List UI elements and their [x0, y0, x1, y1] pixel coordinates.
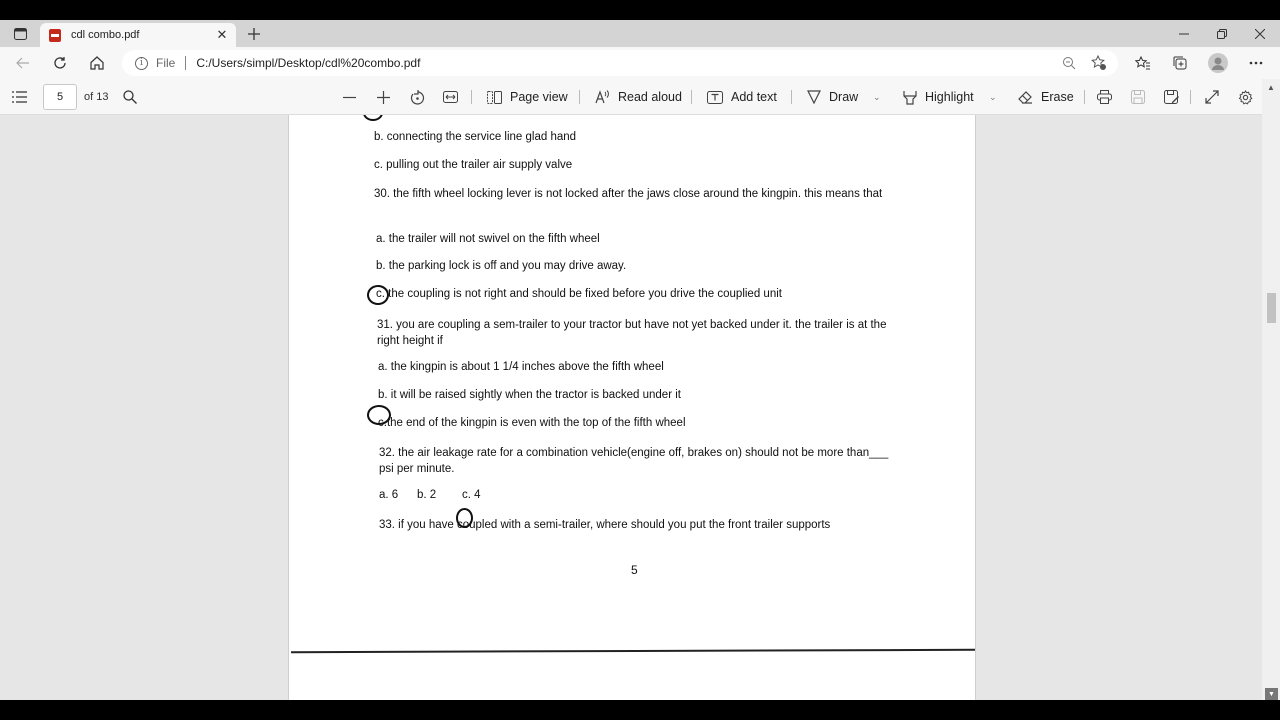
save-button[interactable]: [1131, 85, 1145, 109]
question-text: 32. the air leakage rate for a combination vehicle(engine off, brakes on) should not be more than___ psi per minute.: [379, 447, 889, 475]
read-aloud-label: Read aloud: [618, 90, 682, 104]
answer-option-selected: c. 4: [462, 489, 481, 501]
favorites-button[interactable]: [1130, 51, 1156, 75]
zoom-button[interactable]: [1058, 52, 1080, 74]
answer-option: b. 2: [417, 489, 437, 501]
new-tab-button[interactable]: [244, 24, 264, 44]
add-text-button[interactable]: [707, 85, 777, 109]
chevron-down-icon: ⌄: [873, 91, 881, 102]
info-icon[interactable]: i: [135, 57, 148, 70]
answer-option: b. the parking lock is off and you may drive away.: [376, 260, 627, 272]
browser-window: [0, 20, 1280, 700]
print-button[interactable]: [1097, 85, 1112, 109]
screen-bottom-letterbox: [0, 700, 1280, 720]
erase-label: Erase: [1041, 90, 1074, 104]
toolbar-separator: [1084, 90, 1085, 104]
star-add-icon: [1091, 55, 1107, 71]
add-text-label: Add text: [731, 90, 777, 104]
contents-button[interactable]: [12, 85, 27, 109]
page-view-button[interactable]: [487, 85, 568, 109]
add-text-icon: [707, 91, 723, 104]
home-button[interactable]: [84, 51, 110, 75]
page-view-label: Page view: [510, 90, 568, 104]
restore-button[interactable]: [1203, 20, 1241, 47]
highlight-label: Highlight: [925, 90, 974, 104]
toolbar-separator: [579, 90, 580, 104]
erase-button[interactable]: [1018, 85, 1074, 109]
plus-icon: [248, 28, 260, 40]
answer-option: a. the trailer will not swivel on the fifth wheel: [376, 233, 600, 245]
eraser-icon: [1018, 90, 1033, 104]
address-separator: [185, 56, 186, 70]
tab-strip: [0, 20, 1280, 47]
scheme-label: File: [156, 56, 176, 70]
plus-icon: [377, 91, 390, 104]
scroll-up-arrow-icon[interactable]: ▲: [1267, 82, 1275, 92]
close-tab-icon[interactable]: ✕: [216, 27, 228, 42]
navigation-bar: [0, 47, 1280, 79]
address-bar[interactable]: [122, 50, 1118, 76]
highlight-options-dropdown[interactable]: [989, 85, 997, 109]
collections-icon: [1172, 55, 1188, 71]
toolbar-separator: [1190, 90, 1191, 104]
add-favorite-button[interactable]: [1088, 52, 1110, 74]
answer-option: a. the kingpin is about 1 1/4 inches above the fifth wheel: [378, 361, 664, 373]
draw-options-dropdown[interactable]: [873, 85, 881, 109]
answer-option: a. 6: [379, 489, 399, 501]
answer-option-selected: c. the coupling is not right and should be fixed before you drive the couplied unit: [376, 288, 782, 300]
save-as-button[interactable]: [1164, 85, 1179, 109]
highlight-button[interactable]: [903, 85, 974, 109]
save-icon: [1131, 90, 1145, 104]
pdf-page: [288, 115, 976, 700]
settings-more-button[interactable]: [1243, 51, 1269, 75]
toolbar-separator: [471, 90, 472, 104]
pdf-settings-button[interactable]: [1238, 85, 1253, 109]
back-arrow-icon: [16, 57, 30, 69]
page-number-footer: 5: [631, 563, 638, 577]
refresh-icon: [53, 56, 67, 70]
handwritten-circle: [363, 115, 383, 121]
pdf-viewer[interactable]: [0, 115, 1262, 700]
answer-option-selected: b. it will be raised sightly when the tractor is backed under it: [378, 389, 681, 401]
home-icon: [90, 56, 104, 70]
pdf-toolbar: [0, 79, 1262, 115]
toolbar-separator: [791, 90, 792, 104]
minimize-icon: [1179, 29, 1189, 39]
tab-cdl-combo[interactable]: [40, 23, 236, 47]
zoom-out-icon: [1062, 56, 1076, 70]
rotate-icon: [410, 90, 425, 105]
page-view-icon: [487, 91, 502, 104]
printer-icon: [1097, 90, 1112, 104]
back-button[interactable]: [10, 51, 36, 75]
minimize-button[interactable]: [1165, 20, 1203, 47]
draw-icon: [807, 90, 821, 104]
answer-option: c.the end of the kingpin is even with the top of the fifth wheel: [378, 417, 686, 429]
refresh-button[interactable]: [47, 51, 73, 75]
save-as-icon: [1164, 90, 1179, 104]
toolbar-separator: [691, 90, 692, 104]
gear-icon: [1238, 90, 1253, 105]
collections-button[interactable]: [1167, 51, 1193, 75]
restore-icon: [1217, 29, 1227, 39]
highlighter-icon: [903, 90, 917, 105]
url-text[interactable]: C:/Users/simpl/Desktop/cdl%20combo.pdf: [196, 56, 421, 70]
zoom-in-button[interactable]: [377, 85, 390, 109]
minus-icon: [343, 91, 356, 104]
avatar-icon: [1208, 53, 1228, 73]
tab-actions-icon: [14, 28, 27, 40]
read-aloud-icon: [595, 90, 610, 104]
zoom-out-button[interactable]: [343, 85, 356, 109]
draw-button[interactable]: [807, 85, 858, 109]
tab-actions-button[interactable]: [8, 24, 32, 44]
question-text: 31. you are coupling a sem-trailer to your tractor but have not yet backed under it. the trailer is at the right height if: [377, 319, 887, 347]
read-aloud-button[interactable]: [595, 85, 682, 109]
page-count: of 13: [84, 91, 109, 103]
close-window-button[interactable]: [1241, 20, 1279, 47]
rotate-button[interactable]: [410, 85, 425, 109]
expand-icon: [1205, 90, 1219, 104]
page-number-input[interactable]: 5: [43, 84, 77, 110]
scroll-down-arrow-icon[interactable]: ▼: [1265, 688, 1278, 700]
scrollbar-thumb[interactable]: [1267, 293, 1276, 323]
answer-option: b. connecting the service line glad hand: [374, 131, 577, 143]
more-icon: [1249, 61, 1263, 65]
answer-option: c. pulling out the trailer air supply valve: [374, 159, 573, 171]
favorites-icon: [1135, 56, 1151, 70]
page-divider-line: [291, 649, 975, 653]
screen-top-letterbox: [0, 0, 1280, 20]
draw-label: Draw: [829, 90, 859, 104]
question-text: 33. if you have coupled with a semi-trailer, where should you put the front trailer supports: [379, 519, 831, 531]
profile-button[interactable]: [1205, 51, 1231, 75]
tab-title: cdl combo.pdf: [71, 29, 140, 41]
table-of-contents-icon: [12, 91, 27, 103]
search-icon: [123, 90, 137, 104]
fullscreen-button[interactable]: [1205, 85, 1219, 109]
pdf-icon: [49, 29, 61, 42]
fit-width-icon: [443, 91, 458, 103]
close-icon: [1255, 29, 1265, 39]
fit-to-width-button[interactable]: [443, 85, 458, 109]
find-button[interactable]: [123, 85, 137, 109]
chevron-down-icon: ⌄: [989, 91, 997, 102]
vertical-scrollbar[interactable]: [1262, 79, 1280, 700]
question-text: 30. the fifth wheel locking lever is not locked after the jaws close around the kingpin. this means that: [374, 188, 883, 200]
